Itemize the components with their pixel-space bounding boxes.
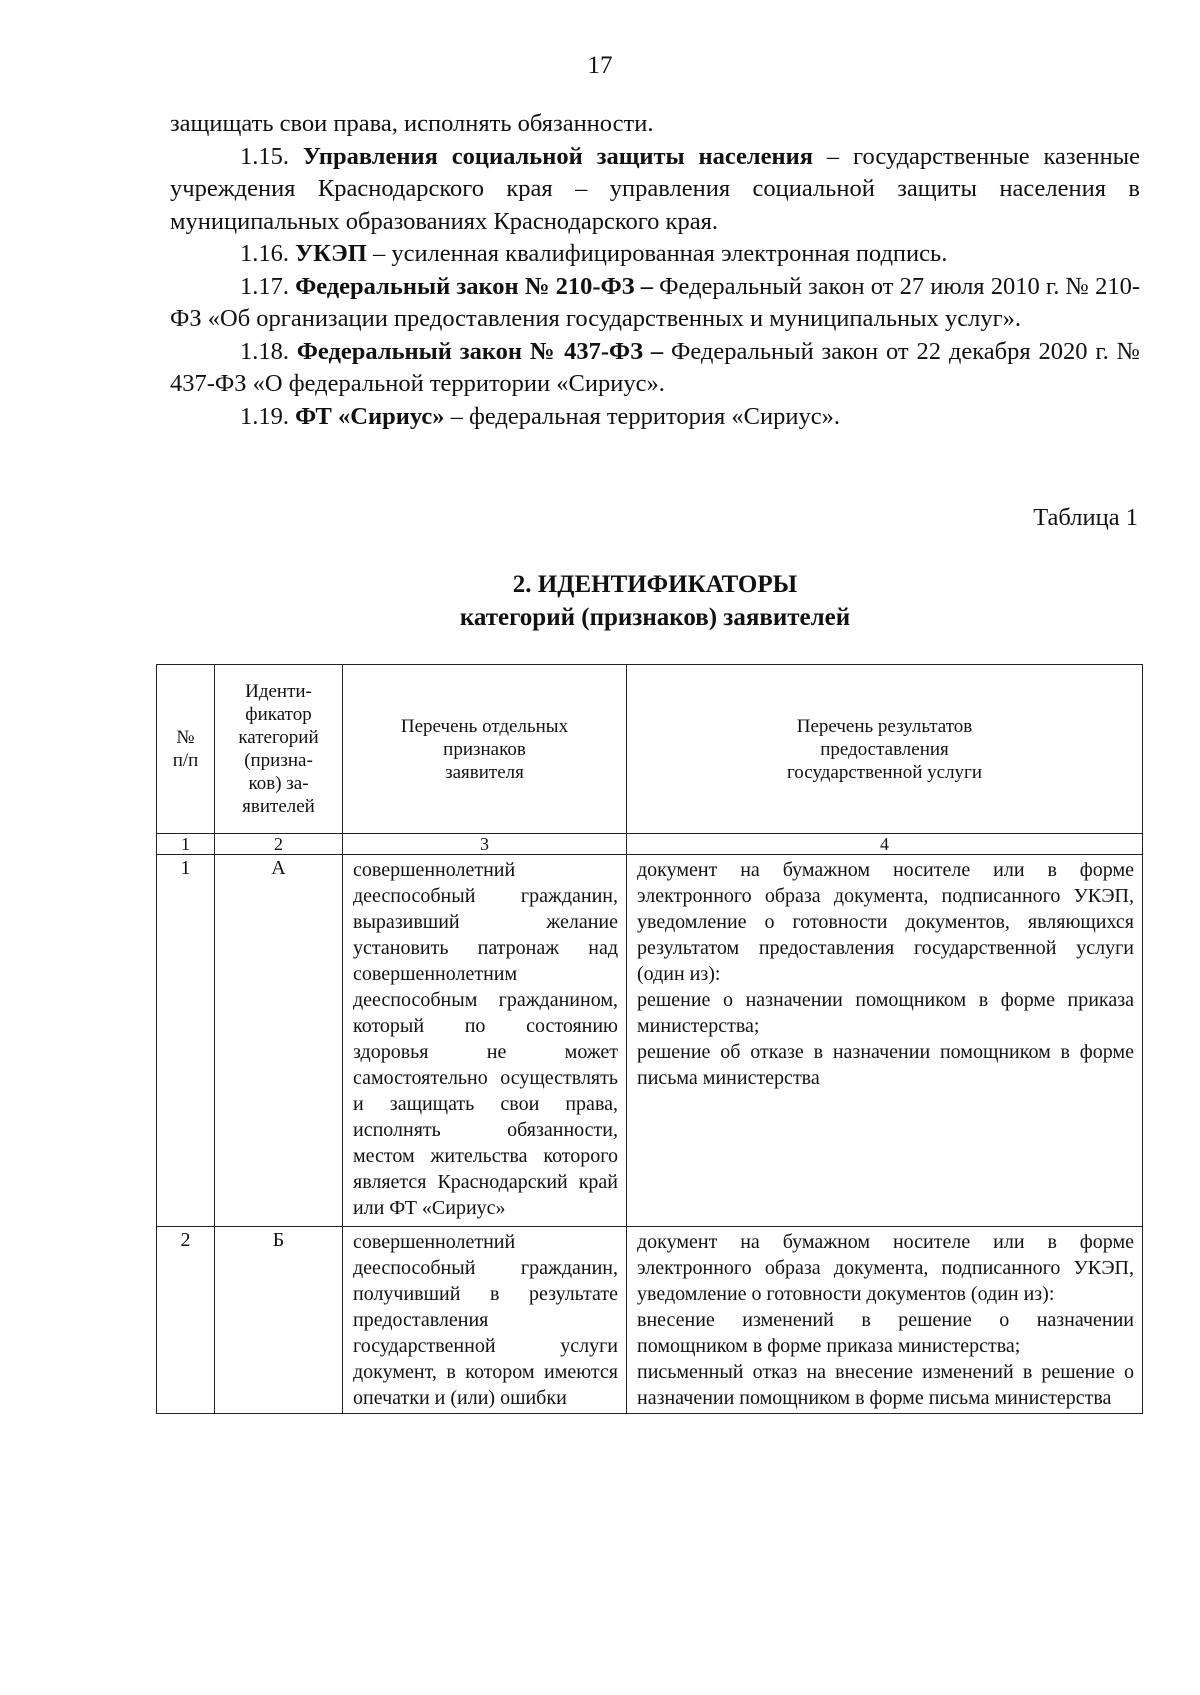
column-number: 3: [343, 834, 627, 855]
table-header-row: [157, 665, 1143, 834]
table-caption: Таблица 1: [1033, 504, 1138, 531]
definition-term: Федеральный закон № 437-ФЗ –: [296, 337, 664, 365]
row-number: 2: [157, 1227, 215, 1414]
category-identifier: А: [215, 855, 343, 1227]
column-number: 1: [157, 834, 215, 855]
applicant-categories-table: [156, 664, 1143, 1414]
service-results: документ на бумажном носителе или в форме электронного образа документа, подписанного УКЭП, уведомление о готовности документов (один из): внесение изменений в решение о назначении помощником в форме приказа министерства; письменный отказ на внесение изменений в решение о назначении помощником в форме письма министерства: [627, 1227, 1143, 1414]
definition-number: 1.17.: [240, 272, 289, 300]
definitions-text: [170, 108, 1140, 433]
definition-1-18: [170, 336, 1140, 401]
definition-term: Федеральный закон № 210-ФЗ –: [295, 272, 653, 300]
applicant-features: совершеннолетний дееспособный гражданин, получивший в результате предоставления государственной услуги документ, в котором имеются опечатки и (или) ошибки: [343, 1227, 627, 1414]
definition-1-16: [170, 238, 1140, 271]
row-number: 1: [157, 855, 215, 1227]
header-number: № п/п: [157, 665, 215, 834]
definition-term: УКЭП: [295, 240, 367, 267]
section-subtitle: категорий (признаков) заявителей: [459, 604, 851, 631]
applicant-features: совершеннолетний дееспособный гражданин, выразивший желание установить патронаж над совершеннолетним дееспособным гражданином, который по состоянию здоровья не может самостоятельно осуществлять и защищать свои права, исполнять обязанности, местом жительства которого является Краснодарский край или ФТ «Сириус»: [343, 855, 627, 1227]
definition-number: 1.18.: [240, 337, 289, 365]
page-number: 17: [587, 52, 613, 79]
definition-number: 1.19.: [240, 402, 289, 430]
header-results: Перечень результатов предоставления государственной услуги: [627, 665, 1143, 834]
column-number: 4: [627, 834, 1143, 855]
column-number: 2: [215, 834, 343, 855]
service-results: документ на бумажном носителе или в форме электронного образа документа, подписанного УКЭП, уведомление о готовности документов, являющихся результатом предоставления государственной услуги (один из): решение о назначении помощником в форме приказа министерства; решение об отказе в назначении помощником в форме письма министерства: [627, 855, 1143, 1227]
paragraph-continuation: защищать свои права, исполнять обязанности.: [170, 110, 654, 137]
definition-text: Федеральный закон от 22 декабря 2020 г. № 437-ФЗ «О федеральной территории «Сириус».: [170, 337, 1141, 397]
definition-term: Управления социальной защиты населения: [302, 142, 814, 170]
section-title: 2. ИДЕНТИФИКАТОРЫ: [512, 571, 798, 598]
definition-number: 1.16.: [240, 240, 289, 267]
section-heading: [0, 568, 1200, 634]
column-number-row: [157, 834, 1143, 855]
definition-text: – усиленная квалифицированная электронная подпись.: [372, 240, 948, 267]
category-identifier: Б: [215, 1227, 343, 1414]
definition-1-19: [170, 401, 1140, 434]
definition-1-15: [170, 141, 1140, 239]
definition-text: – государственные казенные учреждения Краснодарского края – управления социальной защиты населения в муниципальных образованиях Краснодарского края.: [170, 142, 1141, 235]
definition-text: Федеральный закон от 27 июля 2010 г. № 210-ФЗ «Об организации предоставления государственных и муниципальных услуг».: [170, 272, 1141, 332]
definition-term: ФТ «Сириус»: [295, 402, 445, 430]
definition-1-17: [170, 271, 1140, 336]
definition-text: – федеральная территория «Сириус».: [450, 402, 840, 430]
table-row: [157, 1227, 1143, 1414]
header-features: Перечень отдельных признаков заявителя: [343, 665, 627, 834]
header-identifier: Иденти- фикатор категорий (призна- ков) за- явителей: [215, 665, 343, 834]
definition-number: 1.15.: [240, 142, 289, 170]
table-row: [157, 855, 1143, 1227]
